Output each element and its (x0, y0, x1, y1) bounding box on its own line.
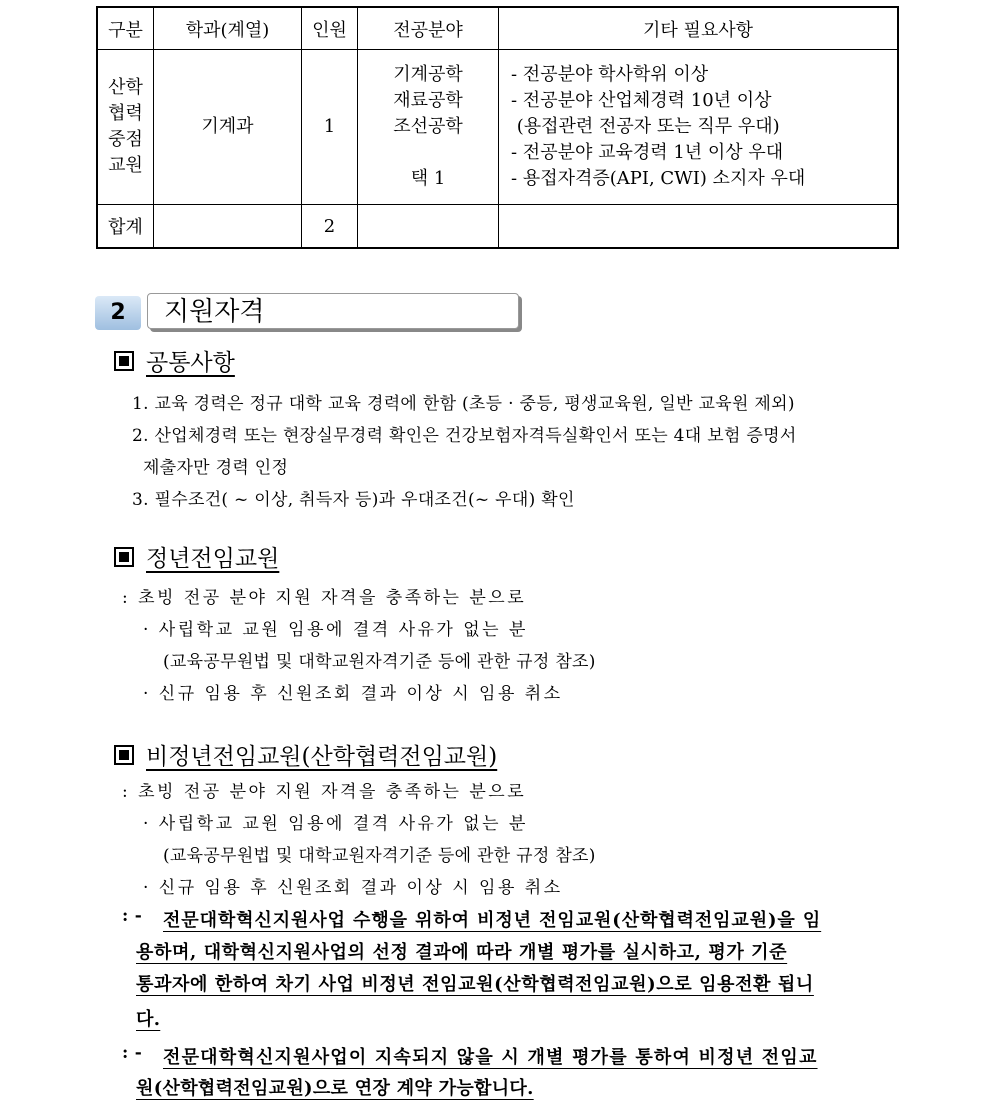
total-count: 2 (302, 205, 358, 249)
square-bullet-icon (114, 351, 134, 371)
notice-2-prefix: : - (122, 1043, 143, 1063)
tenure-line-1: : 초빙 전공 분야 지원 자격을 충족하는 분으로 (122, 588, 527, 608)
header-count: 인원 (302, 7, 358, 50)
nontenure-heading: 비정년전임교원(산학협력전임교원) (114, 738, 497, 771)
notice-1-line-3: 통과자에 한하여 차기 사업 비정년 전임교원(산학협력전임교원)으로 임용전환 됩니 (136, 974, 814, 995)
field-cell: 기계공학 재료공학 조선공학 택 1 (358, 50, 499, 205)
nontenure-line-3: (교육공무원법 및 대학교원자격기준 등에 관한 규정 참조) (163, 846, 596, 866)
other-cell: - 전공분야 학사학위 이상 - 전공분야 산업체경력 10년 이상 (용접관련 전공자 또는 직무 우대) - 전공분야 교육경력 1년 이상 우대 - 용접자격증(API, CWI) 소지자 우대 (499, 50, 899, 205)
department-cell: 기계과 (154, 50, 302, 205)
nontenure-line-1: : 초빙 전공 분야 지원 자격을 충족하는 분으로 (122, 782, 527, 802)
tenure-line-4: · 신규 임용 후 신원조회 결과 이상 시 임용 취소 (143, 684, 563, 704)
section-title: 지원자격 (147, 293, 519, 329)
total-label: 합계 (97, 205, 154, 249)
notice-1-line-2: 용하며, 대학혁신지원사업의 선정 결과에 따라 개별 평가를 실시하고, 평가 기준 (136, 942, 788, 963)
common-heading: 공통사항 (114, 344, 235, 377)
section-header (95, 293, 522, 335)
header-other: 기타 필요사항 (499, 7, 899, 50)
notice-1-prefix: : - (122, 906, 143, 926)
common-item-2-cont: 제출자만 경력 인정 (143, 458, 289, 478)
header-department: 학과(계열) (154, 7, 302, 50)
nontenure-line-4: · 신규 임용 후 신원조회 결과 이상 시 임용 취소 (143, 878, 563, 898)
tenure-line-3: (교육공무원법 및 대학교원자격기준 등에 관한 규정 참조) (163, 652, 596, 672)
tenure-line-2: · 사립학교 교원 임용에 결격 사유가 없는 분 (143, 620, 528, 640)
table-total-row (97, 205, 898, 249)
notice-1-line-4: 다. (136, 1009, 161, 1030)
category-cell: 산학 협력 중점 교원 (97, 50, 154, 205)
common-item-3: 3. 필수조건( ~ 이상, 취득자 등)과 우대조건(~ 우대) 확인 (132, 490, 575, 510)
square-bullet-icon (114, 547, 134, 567)
header-category: 구분 (97, 7, 154, 50)
table-header-row (97, 7, 898, 50)
header-field: 전공분야 (358, 7, 499, 50)
notice-2-line-1: 전문대학혁신지원사업이 지속되지 않을 시 개별 평가를 통하여 비정년 전임교 (163, 1047, 818, 1068)
count-cell: 1 (302, 50, 358, 205)
common-item-1: 1. 교육 경력은 정규 대학 교육 경력에 한함 (초등 · 중등, 평생교육원, 일반 교육원 제외) (132, 394, 795, 414)
notice-1-line-1: 전문대학혁신지원사업 수행을 위하여 비정년 전임교원(산학협력전임교원)을 임 (163, 910, 822, 931)
common-item-2: 2. 산업체경력 또는 현장실무경력 확인은 건강보험자격득실확인서 또는 4대 보험 증명서 (132, 426, 797, 446)
notice-2-line-2: 원(산학협력전임교원)으로 연장 계약 가능합니다. (136, 1078, 534, 1099)
section-number: 2 (95, 296, 141, 330)
table-row (97, 50, 898, 205)
square-bullet-icon (114, 745, 134, 765)
tenure-heading: 정년전임교원 (114, 540, 279, 573)
recruitment-table (96, 6, 899, 249)
nontenure-line-2: · 사립학교 교원 임용에 결격 사유가 없는 분 (143, 814, 528, 834)
